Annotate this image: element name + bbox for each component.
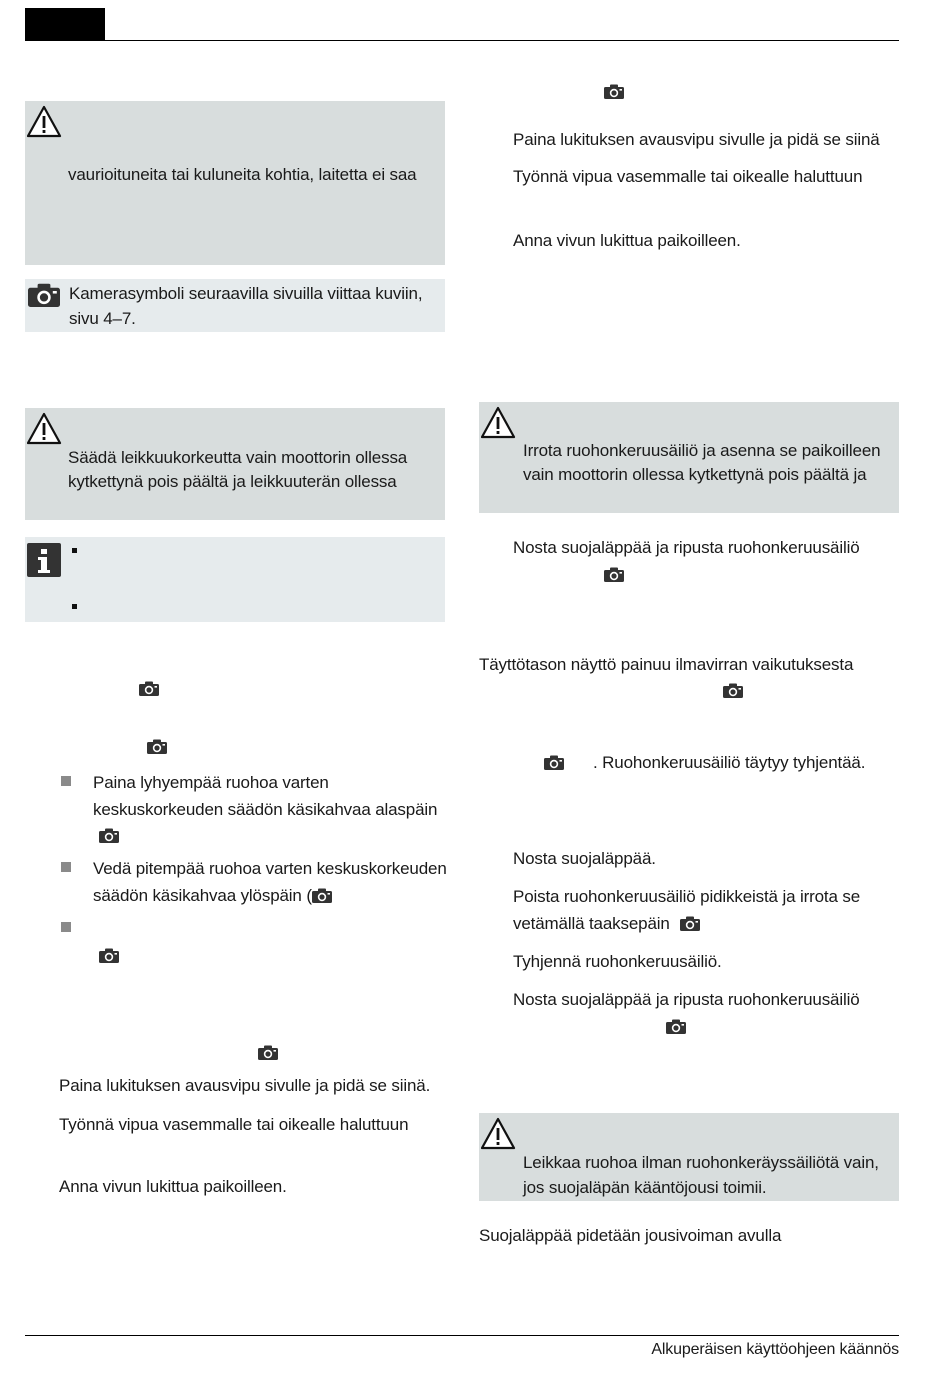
- info-box: [25, 537, 445, 622]
- info-bullet-1: [72, 548, 77, 553]
- camera-icon: [99, 948, 119, 963]
- warning-2-line2: kytkettynä pois päältä ja leikkuuterän ollessa: [68, 472, 397, 491]
- camera-icon: [680, 916, 700, 931]
- camera-icon: [26, 283, 62, 307]
- warning-3-line2: vain moottorin ollessa kytkettynä pois päältä ja: [523, 465, 867, 484]
- footer-text: Alkuperäisen käyttöohjeen käännös: [651, 1341, 899, 1358]
- lever-press-text: Paina lukituksen avausvipu sivulle ja pidä se siinä.: [59, 1076, 431, 1095]
- lift-text: Nosta suojaläppää.: [513, 849, 656, 868]
- warning-4-line1: Leikkaa ruohoa ilman ruohonkeräyssäiliötä vain,: [523, 1153, 879, 1172]
- camera-icon: [604, 84, 624, 99]
- warning-triangle-icon: [481, 406, 516, 440]
- header-rule: [25, 40, 899, 41]
- warning-2-line1: Säädä leikkuukorkeutta vain moottorin ollessa: [68, 448, 408, 467]
- camera-icon: [604, 567, 624, 582]
- camera-icon: [147, 739, 167, 754]
- camera-note-line2: sivu 4–7.: [69, 309, 136, 328]
- lever-press-text: Paina lukituksen avausvipu sivulle ja pidä se siinä: [513, 130, 880, 149]
- warning-1-text: vaurioituneita tai kuluneita kohtia, laitetta ei saa: [68, 165, 417, 184]
- list-bullet: [61, 922, 71, 932]
- warning-triangle-icon: [27, 105, 62, 139]
- warning-triangle-icon: [27, 412, 62, 446]
- footer-rule: [25, 1335, 899, 1336]
- remove-line1: Poista ruohonkeruusäiliö pidikkeistä ja irrota se: [513, 887, 861, 906]
- camera-icon: [723, 683, 743, 698]
- fill-level-text: Täyttötason näyttö painuu ilmavirran vaikutuksesta: [479, 655, 854, 674]
- step-2-line1: Vedä pitempää ruohoa varten keskuskorkeuden: [93, 859, 447, 878]
- warning-3-line1: Irrota ruohonkeruusäiliö ja asenna se paikoilleen: [523, 441, 881, 460]
- lever-lock-text: Anna vivun lukittua paikoilleen.: [59, 1177, 287, 1196]
- camera-icon: [544, 755, 564, 770]
- camera-icon: [312, 888, 332, 903]
- lift-hang-text-1: Nosta suojaläppää ja ripusta ruohonkeruusäiliö: [513, 538, 860, 557]
- camera-icon: [666, 1019, 686, 1034]
- header-bar: [25, 8, 105, 40]
- camera-note-line1: Kamerasymboli seuraavilla sivuilla viittaa kuviin,: [69, 284, 423, 303]
- lever-push-text: Työnnä vipua vasemmalle tai oikealle haluttuun: [59, 1115, 409, 1134]
- step-2-line2: säädön käsikahvaa ylöspäin (: [93, 886, 312, 905]
- warning-4-line2: jos suojaläpän kääntöjousi toimii.: [523, 1178, 767, 1197]
- info-bullet-2: [72, 604, 77, 609]
- lever-lock-text: Anna vivun lukittua paikoilleen.: [513, 231, 741, 250]
- camera-icon: [258, 1045, 278, 1060]
- lever-push-text: Työnnä vipua vasemmalle tai oikealle haluttuun: [513, 167, 863, 186]
- step-1-line1: Paina lyhyempää ruohoa varten: [93, 773, 329, 792]
- camera-icon: [139, 681, 159, 696]
- warning-triangle-icon: [481, 1117, 516, 1151]
- lift-hang-text-2: Nosta suojaläppää ja ripusta ruohonkeruusäiliö: [513, 990, 860, 1009]
- remove-line2: vetämällä taaksepäin: [513, 914, 670, 933]
- empty-text: Tyhjennä ruohonkeruusäiliö.: [513, 952, 722, 971]
- spring-text: Suojaläppää pidetään jousivoiman avulla: [479, 1226, 782, 1245]
- camera-icon: [99, 828, 119, 843]
- list-bullet: [61, 776, 71, 786]
- list-bullet: [61, 862, 71, 872]
- step-1-line2: keskuskorkeuden säädön käsikahvaa alaspäin: [93, 800, 438, 819]
- must-empty-text: . Ruohonkeruusäiliö täytyy tyhjentää.: [593, 753, 866, 772]
- info-icon: [27, 543, 61, 577]
